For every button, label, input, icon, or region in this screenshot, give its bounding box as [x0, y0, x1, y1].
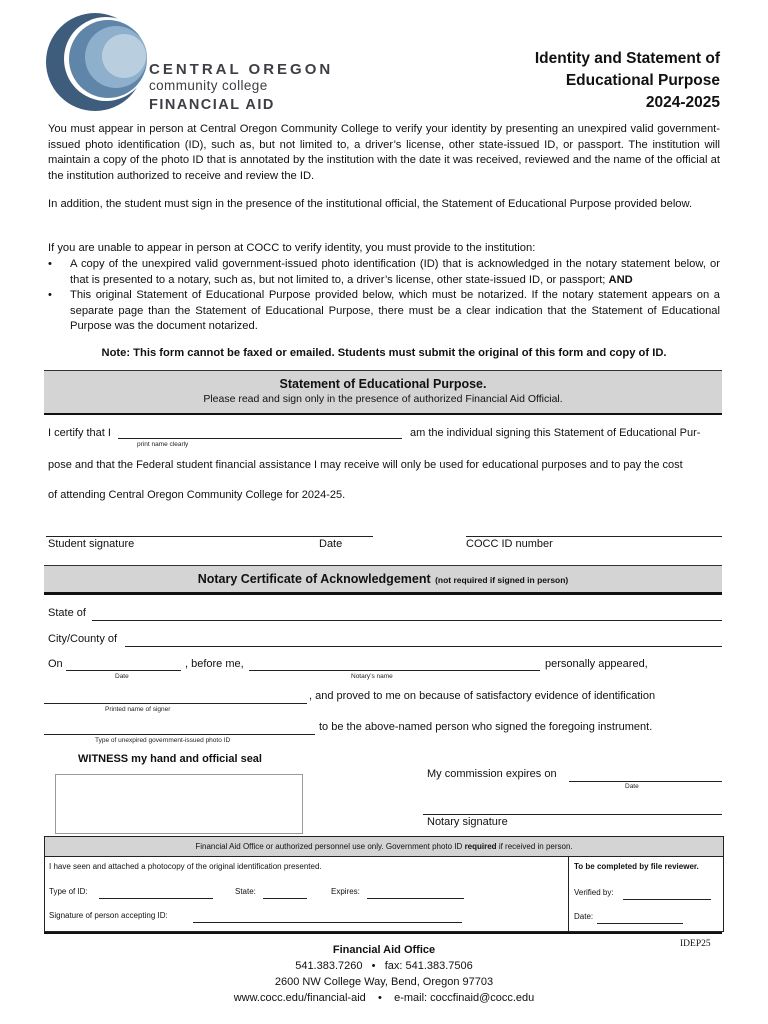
- verified-by-field[interactable]: [623, 899, 711, 900]
- bullet-text-1: A copy of the unexpired valid government-issued photo identification (ID) that is acknowledged in the notary statement below, or that is presented to a notary, such as, but not limited to, a driver’s license, other state-issued ID, or passport;: [70, 258, 720, 286]
- certify-line-3: of attending Central Oregon Community College for 2024-25.: [48, 489, 346, 501]
- office-header-post: if received in person.: [498, 842, 573, 851]
- expires-field[interactable]: [367, 898, 464, 899]
- statement-title: Statement of Educational Purpose.: [279, 377, 487, 391]
- commission-label: My commission expires on: [427, 768, 557, 780]
- signature-date-label: Date: [319, 538, 343, 550]
- office-use-header: [45, 837, 723, 857]
- print-name-field[interactable]: [118, 438, 402, 439]
- certify-line-1-rest: am the individual signing this Statement of Educational Pur-: [410, 427, 701, 439]
- footer-separator: •: [371, 960, 376, 972]
- commission-date-field[interactable]: [569, 781, 722, 782]
- notary-name-hint: Notary’s name: [351, 673, 393, 680]
- notary-signature-label: Notary signature: [427, 816, 508, 828]
- form-code: IDEP25: [680, 939, 711, 949]
- personally-appeared-text: personally appeared,: [545, 658, 648, 670]
- footer-website-link[interactable]: www.cocc.edu/financial-aid: [233, 992, 366, 1004]
- bullet-icon: •: [48, 289, 52, 302]
- college-logo: [44, 12, 344, 112]
- witness-text: WITNESS my hand and official seal: [78, 753, 262, 765]
- office-header-pre: Financial Aid Office or authorized personnel use only. Government photo ID: [195, 842, 463, 851]
- certify-line-2: pose and that the Federal student financial assistance I may receive will only be used for educational purposes and to pay the cost: [48, 459, 683, 471]
- footer-fax: fax: 541.383.7506: [384, 960, 473, 972]
- intro-paragraph-1: You must appear in person at Central Oregon Community College to verify your identity by presenting an unexpired valid government-issued photo identification (ID), such as, but not limited to, a driver’s license, other state-issued ID, or passport. The institution will maintain a copy of the photo ID that is annotated by the institution with the date it was received, reviewed and the name of the official at the institution authorized to receive and review the ID.: [48, 123, 720, 182]
- notary-name-field[interactable]: [249, 670, 540, 671]
- print-name-hint: print name clearly: [137, 441, 189, 448]
- footer-address: 2600 NW College Way, Bend, Oregon 97703: [274, 976, 494, 988]
- table-bottom-rule: [44, 932, 722, 934]
- commission-date-hint: Date: [625, 783, 639, 790]
- official-seal-box[interactable]: [55, 774, 303, 834]
- notary-section-header: [44, 565, 722, 595]
- id-type-hint: Type of unexpired government-issued photo ID: [95, 737, 231, 744]
- printed-signer-field[interactable]: [44, 703, 307, 704]
- notary-signature-field[interactable]: [423, 814, 722, 815]
- title-line-3: 2024-2025: [645, 94, 720, 111]
- footer-web-line: [0, 992, 768, 1004]
- reviewer-date-field[interactable]: [597, 923, 683, 924]
- logo-text-central-oregon: CENTRAL OREGON: [149, 61, 334, 78]
- reviewer-date-label: Date:: [574, 912, 594, 921]
- office-divider: [568, 856, 569, 931]
- on-label: On: [48, 658, 63, 670]
- above-named-text: to be the above-named person who signed the foregoing instrument.: [319, 721, 653, 733]
- expires-label: Expires:: [331, 887, 360, 896]
- statement-section-header: [44, 370, 722, 415]
- list-item: [48, 288, 720, 335]
- certify-prefix: I certify that I: [48, 427, 111, 439]
- footer-separator: •: [378, 992, 382, 1004]
- student-signature-field[interactable]: [46, 536, 373, 537]
- notary-date-hint: Date: [115, 673, 129, 680]
- bullet-and-text: AND: [608, 273, 633, 286]
- intro-paragraph-2: In addition, the student must sign in the presence of the institutional official, the Statement of Educational Purpose provided below.: [48, 198, 693, 210]
- logo-text-community-college: community college: [149, 78, 268, 93]
- state-label: State of: [48, 607, 86, 619]
- cocc-id-field[interactable]: [466, 536, 722, 537]
- fax-note: Note: This form cannot be faxed or emailed. Students must submit the original of this form and copy of ID.: [101, 347, 667, 359]
- intro-paragraph-3: If you are unable to appear in person at COCC to verify identity, you must provide to the institution:: [48, 242, 536, 254]
- logo-emblem-icon: [44, 12, 154, 112]
- footer-contact-line: [0, 960, 768, 972]
- reviewer-title: To be completed by file reviewer.: [574, 862, 699, 871]
- printed-signer-hint: Printed name of signer: [105, 706, 171, 713]
- footer-email-link[interactable]: e-mail: coccfinaid@cocc.edu: [394, 992, 535, 1004]
- office-use-table: [44, 836, 724, 932]
- bullet-text-2: This original Statement of Educational Purpose provided below, which must be notarized. If the notary statement appears on a separate page than the Statement of Educational Purpose, there must be a clear indication that the Statement of Educational Purpose was the document notarized.: [70, 289, 720, 333]
- verified-by-label: Verified by:: [574, 888, 614, 897]
- statement-subtitle: Please read and sign only in the presence of authorized Financial Aid Official.: [203, 393, 563, 405]
- id-type-field[interactable]: [44, 734, 315, 735]
- student-signature-label: Student signature: [48, 538, 135, 550]
- document-title: [535, 48, 720, 114]
- footer-office: Financial Aid Office: [332, 944, 436, 956]
- accepting-signature-label: Signature of person accepting ID:: [49, 911, 168, 920]
- county-field[interactable]: [125, 646, 722, 647]
- notary-date-field[interactable]: [66, 670, 181, 671]
- state-id-field[interactable]: [263, 898, 307, 899]
- footer-phone: 541.383.7260: [295, 960, 363, 972]
- type-of-id-field[interactable]: [99, 898, 213, 899]
- bullet-icon: •: [48, 258, 52, 270]
- photocopy-statement: I have seen and attached a photocopy of the original identification presented.: [49, 862, 322, 871]
- proved-text: , and proved to me on because of satisfactory evidence of identification: [309, 690, 656, 702]
- before-me-text: , before me,: [185, 658, 244, 670]
- cocc-id-label: COCC ID number: [466, 538, 553, 550]
- accepting-signature-field[interactable]: [193, 922, 462, 923]
- list-item: [48, 257, 720, 288]
- office-header-bold: required: [464, 842, 497, 851]
- notary-title-note: (not required if signed in person): [435, 575, 569, 585]
- title-line-2: Educational Purpose: [565, 72, 720, 89]
- type-of-id-label: Type of ID:: [49, 887, 88, 896]
- county-label: City/County of: [48, 633, 118, 645]
- title-line-1: Identity and Statement of: [534, 50, 720, 67]
- requirements-list: [48, 257, 720, 335]
- state-field[interactable]: [92, 620, 722, 621]
- logo-text-financial-aid: FINANCIAL AID: [149, 97, 275, 113]
- state-id-label: State:: [235, 887, 256, 896]
- notary-title: Notary Certificate of Acknowledgement: [197, 572, 431, 586]
